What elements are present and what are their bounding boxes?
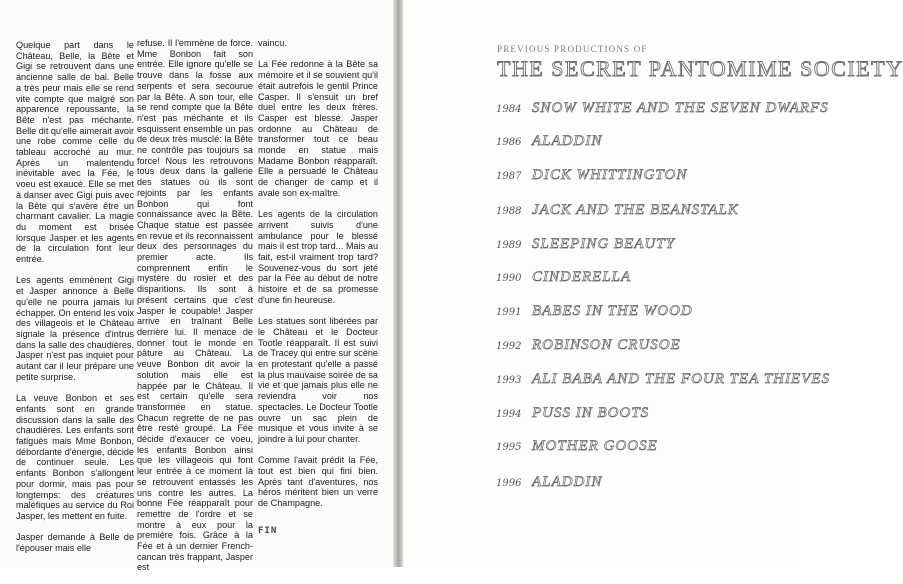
previous-productions-heading: PREVIOUS PRODUCTIONS OF <box>497 44 648 54</box>
production-year: 1992 <box>496 341 522 352</box>
production-title: BABES IN THE WOOD <box>532 303 693 319</box>
paragraph: Les agents de la circulation arrivent suivis d'une ambulance pour le blessé mais il est trop tard... Mais au fait, est-il vraiment trop tard? Souvenez-vous du sort jeté par la Fée au début de notre histoire et de sa promesse d'une fin heureuse. <box>258 209 378 305</box>
production-year: 1994 <box>496 409 522 420</box>
production-year: 1995 <box>496 442 522 453</box>
production-row <box>496 336 681 356</box>
production-row <box>496 370 830 390</box>
production-title: ALADDIN <box>532 474 603 490</box>
production-year: 1991 <box>496 307 522 318</box>
fin-marker: FIN <box>258 526 278 536</box>
paragraph: La Fée redonne à la Bête sa mémoire et il se souvient qu'il était autrefois le gentil Prince Casper. Il s'ensuit un bref duel entre les deux frères. Casper est blessé. Jasper ordonne au Château de transformer tout ce beau monde en statue mais Madame Bonbon réapparaît. Elle a persuadé le Château de changer de camp et il avale son ex-maître. <box>258 59 378 198</box>
production-row <box>496 99 829 119</box>
production-title: PUSS IN BOOTS <box>532 405 650 421</box>
production-title: JACK AND THE BEANSTALK <box>532 202 739 218</box>
paragraph: Quelque part dans le Château, Belle, la Bête et Gigi se retrouvent dans une ancienne salle de bal. Belle a très peur mais elle se rend vite compte que malgré son apparence repoussante, la Bête n'est pas méchante. Belle dit qu'elle aimerait avoir une robe comme celle du tableau accroché au mur. Après un malentendu inévitable avec la Fée, le voeu est exaucé. Elle se met à danser avec Gigi puis avec la Bête qui s'avère être un charmant cavalier. La magie du moment est brisée lorsque Jasper et les agents de la circulation font leur entrée. <box>16 40 134 265</box>
paragraph: Jasper demande à Belle de l'épouser mais elle <box>16 532 134 553</box>
production-title: SLEEPING BEAUTY <box>532 236 675 252</box>
production-row <box>496 166 687 186</box>
production-year: 1996 <box>496 478 522 489</box>
paragraph: Comme l'avait prédit la Fée, tout est bien qui fini bien. Après tant d'aventures, nos héros méritent bien un verre de Champagne. <box>258 455 378 509</box>
production-row <box>496 437 658 457</box>
production-title: DICK WHITTINGTON <box>532 167 688 183</box>
production-row <box>496 235 675 255</box>
production-year: 1986 <box>496 137 522 148</box>
production-year: 1988 <box>496 206 522 217</box>
production-title: SNOW WHITE AND THE SEVEN DWARFS <box>532 100 829 116</box>
production-row <box>496 132 602 152</box>
production-title: ALADDIN <box>532 133 603 149</box>
production-year: 1993 <box>496 375 522 386</box>
production-year: 1984 <box>496 104 522 115</box>
production-row <box>496 473 602 493</box>
paragraph: Les statues sont libérées par le Château et le Docteur Tootle réapparaît. Il est suivi de Tracey qui entre sur scène en protestant qu'elle a passé la plus mauvaise soirée de sa vie et que jamais plus elle ne reviendra voir nos spectacles. Le Docteur Tootle ouvre un sac plein de musique et vous invite à se joindre à lui pour chanter. <box>258 316 378 444</box>
society-name-heading: THE SECRET PANTOMIME SOCIETY <box>497 56 903 81</box>
production-title: MOTHER GOOSE <box>532 438 658 454</box>
production-year: 1989 <box>496 240 522 251</box>
paragraph: refuse. Il l'emmène de force. Mme Bonbon fait son entrée. Elle ignore qu'elle se trouve dans la fosse aux serpents et sera secourue par la Bête. A son tour, elle se rend compte que la Bête n'est pas méchante et ils esquissent ensemble un pas de deux très musclé: la Bête ne contrôle pas toujours sa force! Nous les retrouvons tous deux dans la gallerie des statues où ils sont rejoints par les enfants Bonbon qui font connaissance avec la Bête. Chaque statue est passée en revue et ils reconnaissent deux des personnages du premier acte. Ils comprennent enfin le mystère du rosier et des disparitions. Ils sont à présent certains que c'est Jasper le coupable! Jasper arrive en traînant Belle derrière lui. Il menace de donner tout le monde en pâture au Château. La veuve Bonbon dit avoir la solution mais elle est happée par le Château. Il est certain qu'elle sera transformée en statue. Chacun regrette de ne pas être resté groupé. La Fée décide d'exaucer ce voeu, les enfants Bonbon ainsi que les villageois qui font leur entrée à ce moment là se retrouvent entassés les uns contre les autres. La bonne Fée réapparaît pour remettre de l'ordre et se montre à eux pour la première fois. Grâce à la Fée et à un dernier French-cancan très frappant, Jasper est <box>137 38 253 573</box>
production-year: 1990 <box>496 273 522 284</box>
production-title: ALI BABA AND THE FOUR TEA THIEVES <box>532 371 830 387</box>
production-title: ROBINSON CRUSOE <box>532 337 681 353</box>
production-row <box>496 404 649 424</box>
production-year: 1987 <box>496 171 522 182</box>
paragraph: La veuve Bonbon et ses enfants sont en grande discussion dans la salle des chaudières. Les enfants sont fatigués mais Mme Bonbon, débordante d'énergie, décide de continuer seule. Les enfants Bonbon s'allongent pour dormir, mais pas pour longtemps: des créatures maléfiques au service du Roi Jasper, les mettent en fuite. <box>16 393 134 521</box>
production-title: CINDERELLA <box>532 269 632 285</box>
production-row <box>496 302 693 322</box>
paragraph: vaincu. <box>258 38 287 48</box>
paragraph: Les agents emmènent Gigi et Jasper annonce à Belle qu'elle ne pourra jamais lui échapper. On entend les voix des villageois et le Château signale la présence d'intrus dans la salle des chaudières. Jasper n'est pas inquiet pour autant car il leur prépare une petite surprise. <box>16 275 134 382</box>
production-row <box>496 268 631 288</box>
production-row <box>496 201 739 221</box>
